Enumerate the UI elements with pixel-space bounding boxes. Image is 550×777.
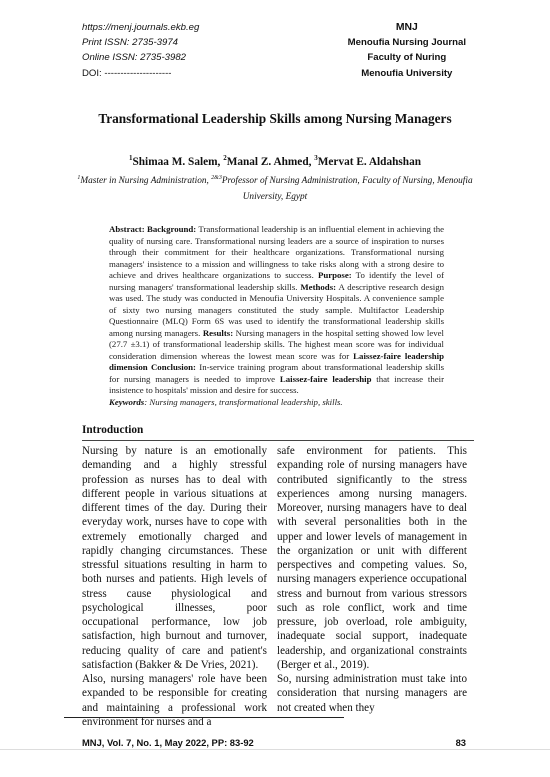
faculty-name: Faculty of Nuring bbox=[367, 52, 447, 64]
affil-text: Professor of Nursing Administration, Faculty of Nursing, Menoufia University, Egypt bbox=[221, 176, 473, 203]
abstract bbox=[109, 224, 444, 408]
affil-sup: 2&3 bbox=[211, 175, 222, 181]
methods-label: Methods: bbox=[300, 281, 337, 292]
doi: DOI: --------------------- bbox=[82, 67, 172, 79]
page-number: 83 bbox=[455, 737, 466, 748]
header-left bbox=[82, 20, 199, 81]
print-issn: Print ISSN: 2735-3974 bbox=[82, 37, 178, 49]
journal-name: Menoufia Nursing Journal bbox=[347, 37, 466, 49]
author-name: Mervat E. Aldahshan bbox=[317, 155, 422, 168]
author-name: Manal Z. Ahmed, bbox=[226, 155, 315, 168]
affil-sup: 1 bbox=[77, 175, 81, 181]
affil-text: Master in Nursing Administration, bbox=[80, 176, 212, 187]
results-bold: Laissez-faire leadership dimension bbox=[109, 350, 444, 372]
keywords-label: Keywords bbox=[109, 396, 145, 407]
section-divider bbox=[82, 440, 474, 441]
footer-shadow-rule bbox=[0, 749, 550, 750]
paragraph: Nursing by nature is an emotionally demanding and a highly stressful profession as nurses has to deal with different people in various situations at different times of the day. During their everyday work, nurses have to cope with extremely emotionally charged and rapidly changing circumstances. These stressful situations resulting in harm to both nurses and patients. High levels of stress cause physiological and psychological illnesses, poor occupational performance, low job satisfaction, high burnout and turnover, reducing quality of care and patient's satisfaction (Bakker & De Vries, 2021). bbox=[82, 445, 267, 671]
author-sup: 1 bbox=[128, 154, 133, 162]
author-sup: 2 bbox=[223, 154, 227, 162]
paragraph: So, nursing administration must take into consideration that nursing managers are not created when they bbox=[277, 673, 467, 714]
paragraph: safe environment for patients. This expanding role of nursing managers have contributed significantly to the stress experiences among nursing managers. Moreover, nursing managers have to deal with several personalities both in the upper and lower levels of management in the organization or unit with different perspectives and competing values. So, nursing managers experience occupational stress and burnout from various stressors such as role conflict, work and time pressure, job overload, role ambiguity, inadequate social support, inadequate leadership, and organizational constraints (Berger et al., 2019). bbox=[277, 445, 467, 671]
footer-divider bbox=[64, 717, 344, 718]
purpose-label: Purpose: bbox=[317, 270, 352, 280]
results-label: Results: bbox=[202, 327, 234, 338]
keywords bbox=[109, 397, 444, 409]
conclusion-bold: Laissez-faire leadership bbox=[279, 373, 372, 384]
author-list bbox=[60, 154, 490, 168]
body-column-left bbox=[82, 444, 267, 729]
paper-title: Transformational Leadership Skills among Nursing Managers bbox=[98, 111, 452, 126]
header-right bbox=[348, 20, 466, 81]
abstract-conclusion-end: that increase their insistence to hospitals' mission and desire for success. bbox=[109, 373, 444, 395]
online-issn: Online ISSN: 2735-3982 bbox=[82, 52, 186, 64]
journal-url[interactable]: https://menj.journals.ekb.eg bbox=[82, 22, 200, 33]
affiliation bbox=[70, 170, 480, 205]
abstract-methods: A descriptive research design was used. The study was conducted in Menoufia University Hospitals. A convenience sample of sixty two nursing managers constituted the study sample. Multifactor Leadership Questionnaire (MLQ) Form 6S was used to identify the transformational leadership skills among nursing managers. bbox=[109, 281, 444, 338]
abstract-results: Nursing managers in the hospital setting showed low level (27.7 ±3.1) of transformational leadership skills. The highest mean score was for individual consideration dimension whereas the lowest mean score was for bbox=[109, 327, 444, 361]
author-name: Shimaa M. Salem, bbox=[132, 155, 224, 168]
author-sup: 3 bbox=[314, 154, 318, 162]
abstract-conclusion: In-service training program about transformational leadership skills for nursing managers is needed to improve bbox=[109, 362, 444, 384]
keywords-list: : Nursing managers, transformational leadership, skills. bbox=[144, 396, 343, 407]
abstract-background: Transformational leadership is an influential element in achieving the quality of nursing care. Transformational nursing leaders are a source of inspiration to nurses through their commitment for their healthcare organizations. Transformational nursing managers' insistence to a mission and willingness to take risks along with a strong desire to achieve and drives healthcare organizations to success. bbox=[109, 224, 444, 280]
introduction-heading: Introduction bbox=[82, 424, 144, 436]
conclusion-label: Conclusion: bbox=[147, 362, 196, 372]
abstract-label: Abstract: Background: bbox=[109, 224, 197, 234]
body-column-right bbox=[277, 444, 467, 715]
footer-citation: MNJ, Vol. 7, No. 1, May 2022, PP: 83-92 bbox=[82, 737, 254, 748]
abstract-purpose: To identify the level of nursing managers' transformational leadership skills. bbox=[109, 270, 445, 292]
journal-abbrev: MNJ bbox=[395, 22, 418, 33]
paragraph: Also, nursing managers' role have been expanded to be responsible for creating and maintaining a professional work environment for nurses and a bbox=[82, 673, 267, 728]
university-name: Menoufia University bbox=[361, 67, 453, 79]
